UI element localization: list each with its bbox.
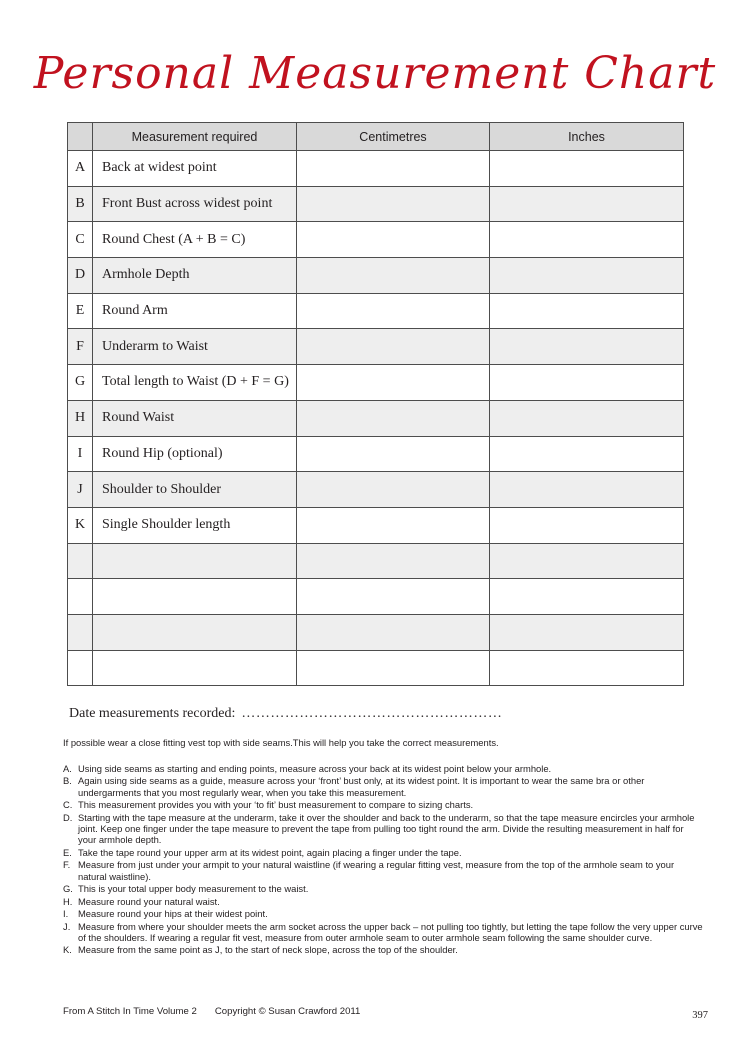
row-label: Round Arm xyxy=(93,293,297,329)
row-letter: H xyxy=(68,400,93,436)
note-letter: C. xyxy=(63,799,73,811)
inches-cell[interactable] xyxy=(490,614,684,650)
footer-copyright: Copyright © Susan Crawford 2011 xyxy=(214,1006,361,1017)
note-letter: G. xyxy=(63,883,73,895)
inches-cell[interactable] xyxy=(490,650,684,686)
note-text: Measure from the same point as J, to the start of neck slope, across the top of the shoulder. xyxy=(78,944,458,956)
table-row xyxy=(68,293,684,329)
note-text: Again using side seams as a guide, measure across your ‘front’ bust only, at its widest point. It is important to wear the same bra or other undergarments that you most regularly wear, when you take this measurement. xyxy=(78,775,645,798)
note-text: Using side seams as starting and ending points, measure across your back at its widest point below your armhole. xyxy=(78,763,552,774)
inches-cell[interactable] xyxy=(490,186,684,222)
list-item xyxy=(63,896,703,907)
list-item xyxy=(63,883,703,894)
table-row xyxy=(68,222,684,258)
inches-cell[interactable] xyxy=(490,222,684,258)
list-item xyxy=(63,812,703,846)
note-letter: H. xyxy=(63,895,73,907)
row-letter: G xyxy=(68,365,93,401)
list-item xyxy=(63,944,703,955)
centimetres-cell[interactable] xyxy=(297,151,490,187)
row-label: Shoulder to Shoulder xyxy=(93,472,297,508)
centimetres-cell[interactable] xyxy=(297,614,490,650)
inches-cell[interactable] xyxy=(490,293,684,329)
table-row xyxy=(68,543,684,579)
note-letter: E. xyxy=(63,846,72,858)
inches-cell[interactable] xyxy=(490,329,684,365)
note-letter: A. xyxy=(63,763,72,774)
list-item xyxy=(63,908,703,919)
footer-source: From A Stitch In Time Volume 2 xyxy=(63,1006,197,1017)
date-recorded-line xyxy=(69,706,502,722)
table-row xyxy=(68,400,684,436)
table-header-row xyxy=(68,123,684,151)
instruction-list xyxy=(63,763,703,957)
note-text: Measure from where your shoulder meets the arm socket across the upper back – not pulling too tightly, but letting the tape follow the very upper curve of the shoulders. If wearing a regular fit vest, measure from outer armhole seam to outer armhole seam following the same shoulder curve. xyxy=(78,920,703,943)
centimetres-cell[interactable] xyxy=(297,222,490,258)
note-text: Starting with the tape measure at the underarm, take it over the shoulder and back to the underarm, so that the tape measure encircles your armhole joint. Keep one finger under the tape measure to prevent the tape from pulling too tight round the arm. Divide the resulting measurement in half for your armhole depth. xyxy=(78,811,695,846)
row-label: Round Hip (optional) xyxy=(93,436,297,472)
centimetres-cell[interactable] xyxy=(297,579,490,615)
inches-cell[interactable] xyxy=(490,400,684,436)
row-letter: J xyxy=(68,472,93,508)
row-letter: F xyxy=(68,329,93,365)
centimetres-cell[interactable] xyxy=(297,400,490,436)
note-text: Measure from just under your armpit to your natural waistline (if wearing a regular fitting vest, measure from the top of the armhole seam to your natural waistline). xyxy=(78,859,675,882)
table-row xyxy=(68,614,684,650)
row-label: Front Bust across widest point xyxy=(93,186,297,222)
centimetres-cell[interactable] xyxy=(297,186,490,222)
note-letter: J. xyxy=(63,920,71,932)
inches-cell[interactable] xyxy=(490,151,684,187)
centimetres-cell[interactable] xyxy=(297,650,490,686)
list-item xyxy=(63,763,703,774)
note-letter: K. xyxy=(63,944,72,956)
date-label: Date measurements recorded: xyxy=(69,706,236,721)
row-letter: D xyxy=(68,258,93,294)
centimetres-cell[interactable] xyxy=(297,293,490,329)
row-label: Back at widest point xyxy=(93,151,297,187)
page-number: 397 xyxy=(692,1010,708,1021)
intro-text: If possible wear a close fitting vest top with side seams.This will help you take the correct measurements. xyxy=(63,737,499,748)
table-row xyxy=(68,579,684,615)
centimetres-cell[interactable] xyxy=(297,365,490,401)
note-text: Measure round your hips at their widest point. xyxy=(78,908,268,920)
table-row xyxy=(68,507,684,543)
note-text: This is your total upper body measurement to the waist. xyxy=(78,883,309,895)
row-label: Armhole Depth xyxy=(93,258,297,294)
row-letter xyxy=(68,579,93,615)
inches-cell[interactable] xyxy=(490,436,684,472)
table-row xyxy=(68,472,684,508)
header-measurement: Measurement required xyxy=(93,123,297,151)
row-label[interactable] xyxy=(93,614,297,650)
centimetres-cell[interactable] xyxy=(297,329,490,365)
table-row xyxy=(68,436,684,472)
list-item xyxy=(63,847,703,858)
date-dotted-field[interactable]: ……………………………………………… xyxy=(241,706,503,721)
row-label[interactable] xyxy=(93,650,297,686)
row-label: Underarm to Waist xyxy=(93,329,297,365)
table-row xyxy=(68,151,684,187)
centimetres-cell[interactable] xyxy=(297,436,490,472)
note-text: Take the tape round your upper arm at its widest point, again placing a finger under the tape. xyxy=(78,846,462,858)
note-letter: I. xyxy=(63,908,69,920)
measurement-table xyxy=(67,122,684,686)
list-item xyxy=(63,921,703,944)
row-label[interactable] xyxy=(93,543,297,579)
inches-cell[interactable] xyxy=(490,472,684,508)
note-letter: F. xyxy=(63,859,71,871)
inches-cell[interactable] xyxy=(490,579,684,615)
row-label: Total length to Waist (D + F = G) xyxy=(93,365,297,401)
footer xyxy=(63,1006,360,1017)
header-letter xyxy=(68,123,93,151)
inches-cell[interactable] xyxy=(490,365,684,401)
row-letter xyxy=(68,543,93,579)
row-letter: I xyxy=(68,436,93,472)
inches-cell[interactable] xyxy=(490,258,684,294)
row-letter: A xyxy=(68,151,93,187)
inches-cell[interactable] xyxy=(490,507,684,543)
list-item xyxy=(63,775,703,798)
table-row xyxy=(68,650,684,686)
table-row xyxy=(68,365,684,401)
header-inches: Inches xyxy=(490,123,684,151)
row-label[interactable] xyxy=(93,579,297,615)
note-letter: B. xyxy=(63,775,72,787)
row-label: Round Waist xyxy=(93,400,297,436)
row-label: Single Shoulder length xyxy=(93,507,297,543)
note-text: This measurement provides you with your ‘to fit’ bust measurement to compare to sizing charts. xyxy=(78,799,474,811)
row-letter: E xyxy=(68,293,93,329)
page-title: Personal Measurement Chart xyxy=(33,48,717,99)
centimetres-cell[interactable] xyxy=(297,543,490,579)
header-centimetres: Centimetres xyxy=(297,123,490,151)
table-row xyxy=(68,329,684,365)
centimetres-cell[interactable] xyxy=(297,258,490,294)
row-letter xyxy=(68,650,93,686)
row-letter: K xyxy=(68,507,93,543)
note-letter: D. xyxy=(63,811,73,823)
inches-cell[interactable] xyxy=(490,543,684,579)
centimetres-cell[interactable] xyxy=(297,472,490,508)
row-label: Round Chest (A + B = C) xyxy=(93,222,297,258)
row-letter xyxy=(68,614,93,650)
row-letter: C xyxy=(68,222,93,258)
table-row xyxy=(68,258,684,294)
list-item xyxy=(63,799,703,810)
centimetres-cell[interactable] xyxy=(297,507,490,543)
list-item xyxy=(63,859,703,882)
note-text: Measure round your natural waist. xyxy=(78,895,220,907)
table-row xyxy=(68,186,684,222)
row-letter: B xyxy=(68,186,93,222)
